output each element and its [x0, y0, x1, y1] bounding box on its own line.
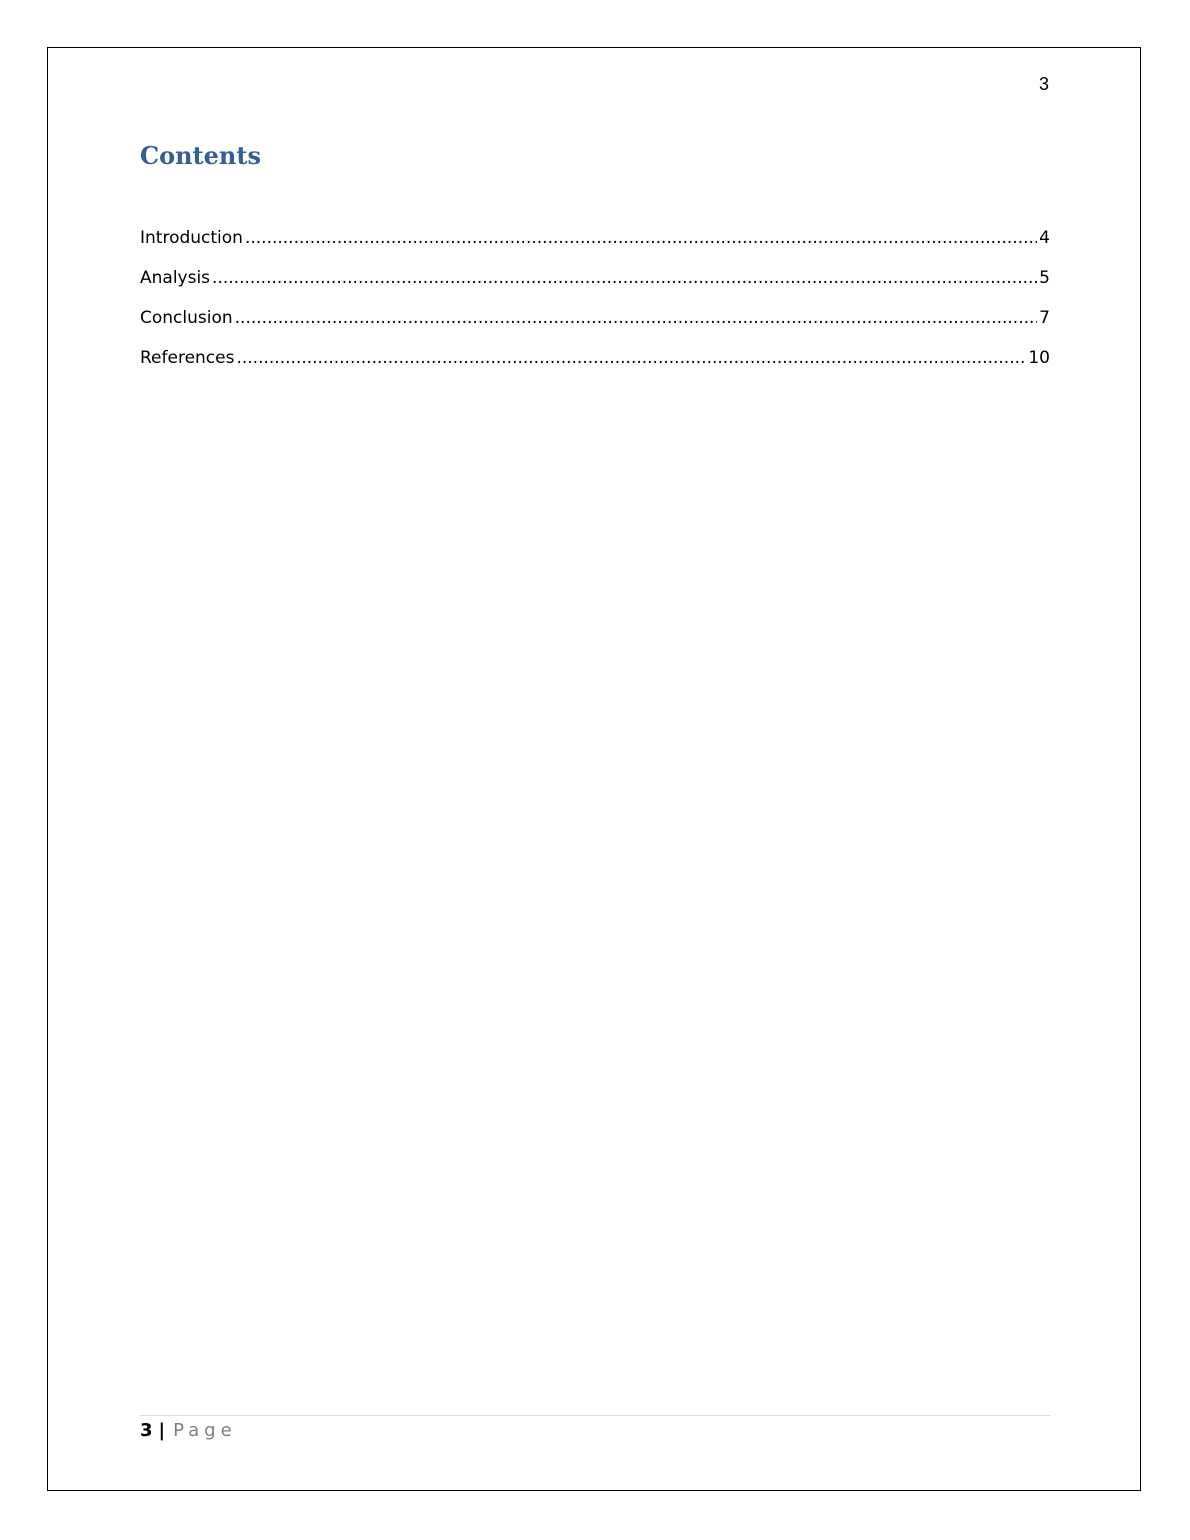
- footer-separator: |: [158, 1420, 166, 1441]
- toc-entry-introduction[interactable]: [140, 228, 1050, 268]
- toc-dot-leader: [236, 348, 1026, 368]
- document-page: [47, 47, 1141, 1491]
- toc-entry-label: Analysis: [140, 268, 211, 288]
- toc-dot-leader: [235, 308, 1038, 328]
- toc-entry-label: Introduction: [140, 228, 243, 248]
- toc-entry-page: 4: [1039, 228, 1050, 248]
- toc-dot-leader: [212, 268, 1037, 288]
- toc-entry-page: 5: [1039, 268, 1050, 288]
- toc-entry-analysis[interactable]: [140, 268, 1050, 308]
- toc-entry-references[interactable]: [140, 348, 1050, 388]
- toc-title: Contents: [140, 141, 261, 170]
- footer-page-word: Page: [173, 1420, 237, 1441]
- header-page-number: 3: [1038, 74, 1049, 94]
- toc-dot-leader: [245, 228, 1037, 248]
- toc-entry-label: Conclusion: [140, 308, 233, 328]
- footer: [140, 1420, 237, 1441]
- toc-entry-page: 7: [1039, 308, 1050, 328]
- toc-entry-conclusion[interactable]: [140, 308, 1050, 348]
- footer-page-number: 3: [140, 1420, 153, 1441]
- footer-divider: [140, 1415, 1050, 1416]
- toc-entry-label: References: [140, 348, 235, 368]
- toc-list: [140, 228, 1050, 388]
- toc-entry-page: 10: [1028, 348, 1050, 368]
